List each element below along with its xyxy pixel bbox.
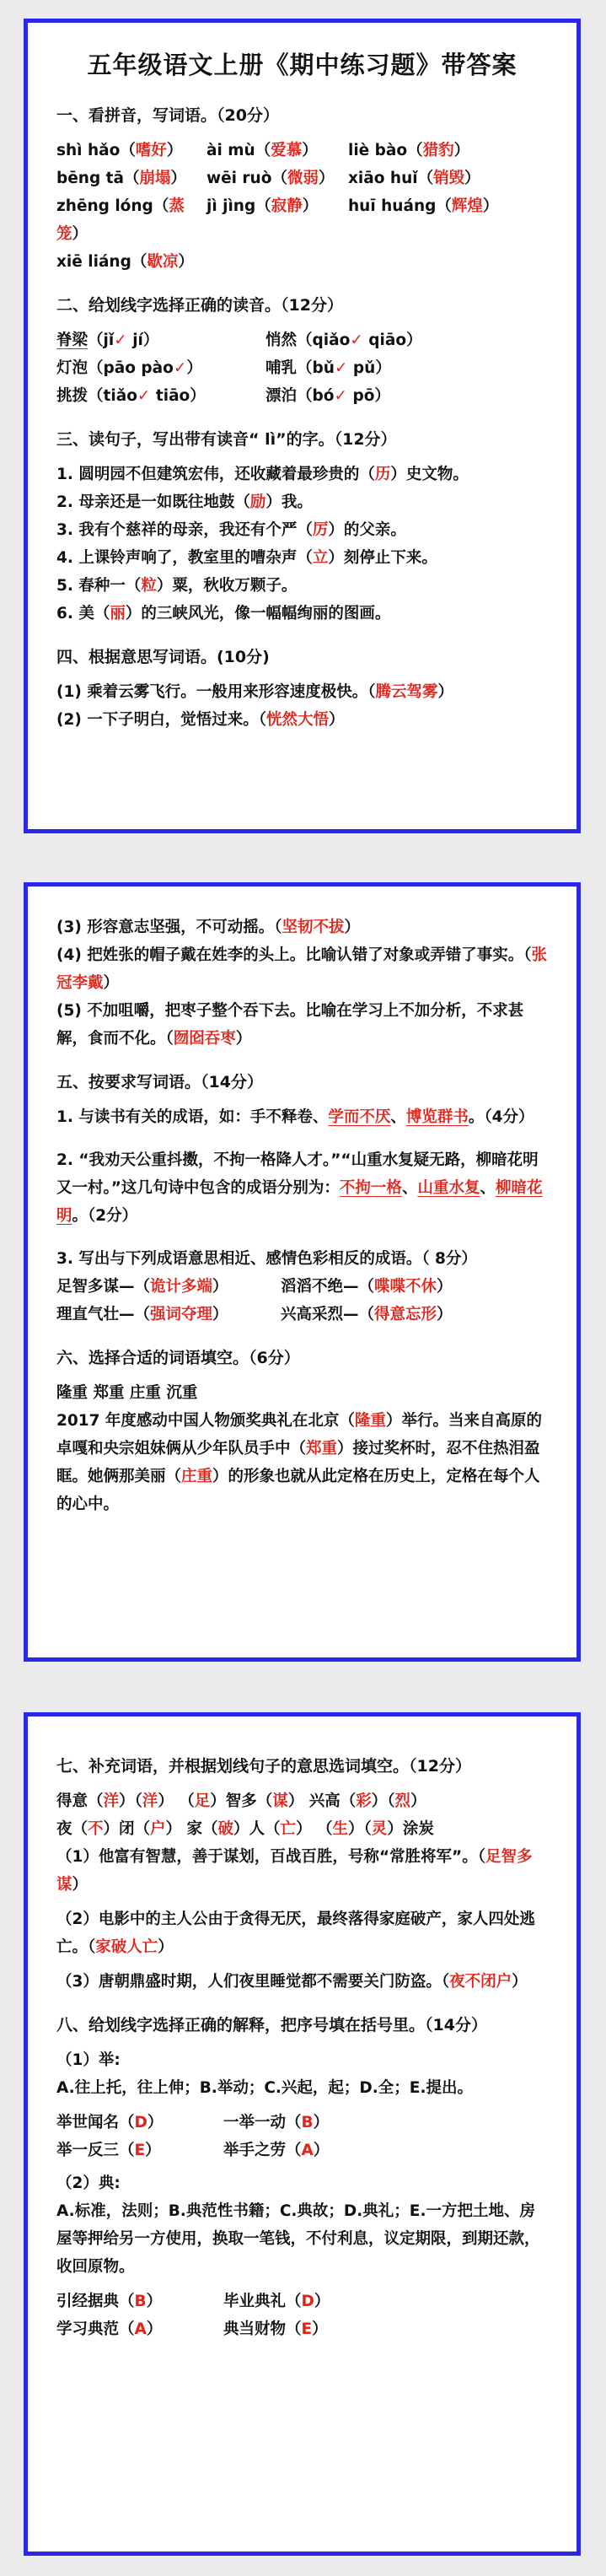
idiom-pair: 滔滔不绝—（喋喋不休）	[281, 1278, 453, 1296]
sub-2-label: （2）典:	[56, 2175, 121, 2192]
answer-item: 引经据典（B）	[56, 2293, 163, 2310]
idiom-pair: 兴高采烈—（得意忘形）	[281, 1306, 453, 1323]
sentence-item: 2. 母亲还是一如既往地鼓（励）我。	[56, 493, 313, 511]
pinyin-item: liè bào（猎豹）	[348, 142, 470, 159]
pinyin-item: jì jìng（寂静）	[206, 197, 319, 215]
idiom-q2: 2. “我劝天公重抖擞，不拘一格降人才。”“山重水复疑无路，柳暗花明又一村。”这几句诗中包含的成语分别为：不拘一格、山重水复、柳暗花明。（2分）	[56, 1151, 543, 1225]
fill-question-3: （3）唐朝鼎盛时期，人们夜里睡觉都不需要关门防盗。（夜不闭户）	[56, 1973, 528, 1991]
sub-1-options: A.往上托，往上伸；B.举动；C.兴起，起；D.全；E.提出。	[56, 2079, 473, 2097]
pinyin-grid	[56, 137, 548, 276]
sub-2-answers	[56, 2288, 548, 2343]
pinyin-item: zhēng lóng（蒸笼）	[56, 197, 185, 243]
pinyin-item: shì hǎo（嗜好）	[56, 142, 183, 159]
word-options: 隆重 郑重 庄重 沉重	[56, 1384, 198, 1402]
meaning-item: (4) 把姓张的帽子戴在姓李的头上。比喻认错了对象或弄错了事实。（张冠李戴）	[56, 946, 547, 992]
answer-item: 典当财物（E）	[223, 2320, 328, 2338]
sentence-item: 5. 春种一（粒）粟，秋收万颗子。	[56, 577, 298, 595]
reading-grid	[56, 326, 548, 410]
reading-item: 脊梁（jǐ✓ jí）	[56, 331, 159, 349]
section-7-heading: 七、补充词语，并根据划线句子的意思选词填空。（12分）	[56, 1757, 471, 1776]
idiom-fill-row-1: 得意（洋）（洋） （足）智多（谋） 兴高（彩）（烈）	[56, 1792, 426, 1810]
pinyin-item: ài mù（爱慕）	[206, 142, 318, 159]
section-8-heading: 八、给划线字选择正确的解释，把序号填在括号里。（14分）	[56, 2016, 487, 2034]
sub-1-label: （1）举:	[56, 2051, 121, 2069]
idiom-pair: 理直气壮—（强词夺理）	[56, 1306, 228, 1323]
card-2	[24, 882, 581, 1662]
card-3	[24, 1712, 581, 2556]
section-2-heading: 二、给划线字选择正确的读音。（12分）	[56, 296, 343, 315]
sentence-item: 3. 我有个慈祥的母亲，我还有个严（厉）的父亲。	[56, 521, 406, 539]
pinyin-item: xiāo huǐ（销毁）	[348, 170, 480, 187]
section-6-heading: 六、选择合适的词语填空。（6分）	[56, 1349, 300, 1367]
reading-item: 灯泡（pāo pào✓）	[56, 359, 202, 377]
pinyin-item: huī huáng（辉煌）	[348, 197, 499, 215]
answer-item: 一举一动（B）	[223, 2114, 330, 2131]
page-title: 五年级语文上册《期中练习题》带答案	[87, 51, 518, 79]
reading-item: 漂泊（bó✓ pō）	[265, 387, 390, 405]
idiom-pairs	[56, 1273, 548, 1328]
section-3-heading: 三、读句子，写出带有读音“ lì”的字。（12分）	[56, 430, 397, 449]
answer-item: 举世闻名（D）	[56, 2114, 164, 2131]
meaning-item: (3) 形容意志坚强，不可动摇。（坚韧不拔）	[56, 919, 361, 936]
idiom-q1: 1. 与读书有关的成语，如：手不释卷、学而不厌、博览群书。（4分）	[56, 1108, 534, 1126]
idiom-pair: 足智多谋—（诡计多端）	[56, 1278, 228, 1296]
card-1	[24, 19, 581, 833]
meaning-item: (2) 一下子明白，觉悟过来。（恍然大悟）	[56, 711, 345, 729]
pinyin-item: wēi ruò（微弱）	[206, 170, 335, 187]
fill-question-1: （1）他富有智慧，善于谋划，百战百胜，号称“常胜将军”。（足智多谋）	[56, 1848, 533, 1894]
reading-item: 哺乳（bǔ✓ pǔ）	[265, 359, 391, 377]
sub-1-answers	[56, 2109, 548, 2164]
sentence-item: 6. 美（丽）的三峡风光，像一幅幅绚丽的图画。	[56, 605, 391, 622]
fill-paragraph: 2017 年度感动中国人物颁奖典礼在北京（隆重）举行。当来自高原的卓嘎和央宗姐妹俩从少年队员手中（郑重）接过奖杯时，忍不住热泪盈眶。她俩那美丽（庄重）的形象也就从此定格在历史上，定格在每个人的心中。	[56, 1412, 542, 1513]
pinyin-item: bēng tā（崩塌）	[56, 170, 187, 187]
sub-2-options: A.标准，法则；B.典范性书籍；C.典故；D.典礼；E.一方把土地、房屋等押给另一方使用，换取一笔钱，不付利息，议定期限，到期还款，收回原物。	[56, 2202, 540, 2276]
sentence-item: 1. 圆明园不但建筑宏伟，还收藏着最珍贵的（历）史文物。	[56, 466, 469, 483]
answer-item: 举一反三（E）	[56, 2142, 161, 2159]
section-5-heading: 五、按要求写词语。（14分）	[56, 1073, 263, 1091]
section-1-heading: 一、看拼音，写词语。（20分）	[56, 106, 279, 125]
reading-item: 悄然（qiǎo✓ qiāo）	[265, 331, 422, 349]
reading-item: 挑拨（tiǎo✓ tiāo）	[56, 387, 206, 405]
section-4-heading: 四、根据意思写词语。(10分)	[56, 648, 270, 666]
meaning-item: (5) 不加咀嚼，把枣子整个吞下去。比喻在学习上不加分析，不求甚解，食而不化。（囫囵吞枣）	[56, 1002, 524, 1048]
answer-item: 毕业典礼（D）	[223, 2293, 330, 2310]
sentence-item: 4. 上课铃声响了，教室里的嘈杂声（立）刻停止下来。	[56, 549, 437, 567]
fill-question-2: （2）电影中的主人公由于贪得无厌，最终落得家庭破产，家人四处逃亡。（家破人亡）	[56, 1910, 535, 1956]
idiom-q3-heading: 3. 写出与下列成语意思相近、感情色彩相反的成语。（ 8分）	[56, 1250, 477, 1268]
idiom-fill-row-2: 夜（不）闭（户） 家（破）人（亡） （生）（灵）涂炭	[56, 1820, 434, 1838]
meaning-item: (1) 乘着云雾飞行。一般用来形容速度极快。（腾云驾雾）	[56, 683, 454, 701]
answer-item: 举手之劳（A）	[223, 2142, 330, 2159]
answer-item: 学习典范（A）	[56, 2320, 163, 2338]
pinyin-item: xiē liáng（歇凉）	[56, 253, 194, 271]
